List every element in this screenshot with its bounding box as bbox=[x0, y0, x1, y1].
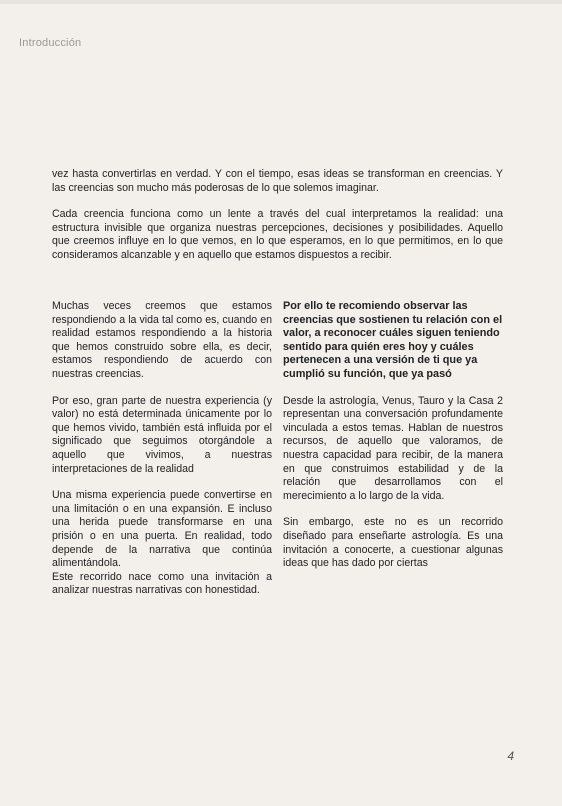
two-column-body bbox=[52, 300, 503, 611]
right-column bbox=[283, 300, 503, 611]
right-paragraph-1: Desde la astrología, Venus, Tauro y la Casa 2 representan una conversación profundamente vinculada a estos temas. Hablan de nuestros recursos, de aquello que valoramos, de nuestra capacidad para recibir, de la manera en que construimos estabilidad y de la relación que desarrollamos con el merecimiento a lo largo de la vida. bbox=[283, 394, 503, 502]
section-header: Introducción bbox=[19, 37, 82, 49]
intro-paragraph-2: Cada creencia funciona como un lente a través del cual interpretamos la realidad: una estructura invisible que organiza nuestras percepciones, decisiones y posibilidades. Aquello que creemos influye en lo que vemos, en lo que esperamos, en lo que permitimos, en lo que consideramos alcanzable y en aquello que estamos dispuestos a recibir. bbox=[52, 208, 503, 261]
left-paragraph-1: Muchas veces creemos que estamos respondiendo a la vida tal como es, cuando en realidad estamos respondiendo a la historia que hemos construido sobre ella, es decir, estamos respondiendo de acuerdo con nuestras creencias. bbox=[52, 300, 272, 380]
intro-paragraph-1: vez hasta convertirlas en verdad. Y con el tiempo, esas ideas se transforman en creencias. Y las creencias son mucho más poderosas de lo que solemos imaginar. bbox=[52, 168, 503, 194]
right-paragraph-2: Sin embargo, este no es un recorrido diseñado para enseñarte astrología. Es una invitación a conocerte, a cuestionar algunas ideas que has dado por ciertas bbox=[283, 516, 503, 570]
highlight-quote: Por ello te recomiendo observar las creencias que sostienen tu relación con el valor, a reconocer cuáles siguen teniendo sentido para quién eres hoy y cuáles pertenecen a una versión de ti que ya cumplió su función, que ya pasó bbox=[283, 300, 503, 380]
left-paragraph-4: Este recorrido nace como una invitación a analizar nuestras narrativas con honestidad. bbox=[52, 570, 272, 597]
page-number: 4 bbox=[507, 749, 514, 763]
left-column bbox=[52, 300, 272, 611]
left-paragraph-2: Por eso, gran parte de nuestra experiencia (y valor) no está determinada únicamente por lo que hemos vivido, también está influida por el significado que seguimos otorgándole a aquello que vivimos, a nuestras interpretaciones de la realidad bbox=[52, 394, 272, 475]
intro-text bbox=[52, 168, 503, 276]
left-paragraph-3: Una misma experiencia puede convertirse en una limitación o en una expansión. E incluso una herida puede transformarse en una prisión o en una puerta. En realidad, todo depende de la narrativa que continúa alimentándola. bbox=[52, 489, 272, 570]
top-border bbox=[0, 0, 562, 4]
